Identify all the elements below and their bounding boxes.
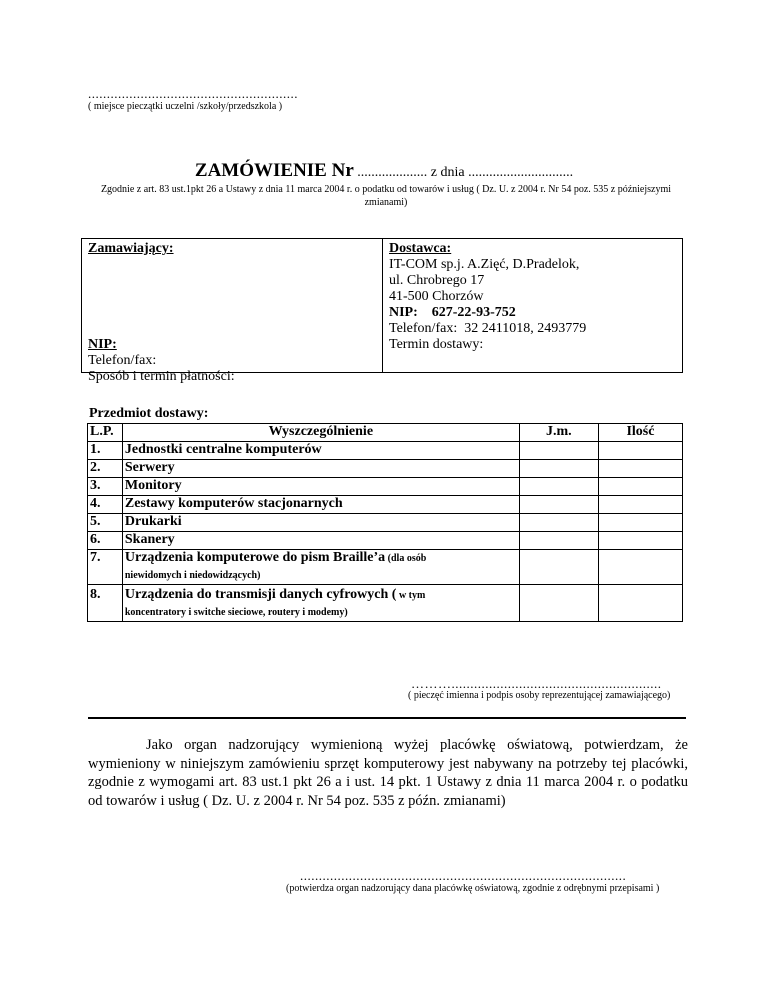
orderer-phone-label: Telefon/fax: bbox=[88, 353, 157, 368]
row-note-inline: (dla osób bbox=[385, 553, 427, 564]
row-description: Zestawy komputerów stacjonarnych bbox=[122, 496, 519, 514]
confirmation-text: Jako organ nadzorujący wymienioną wyżej placówkę oświatową, potwierdzam, że wymieniony w niniejszym zamówieniu sprzęt komputerowy jest nabywany na potrzeby tej placówki, zgodnie z wymogami art. 83 ust.1 pkt 26 a i ust. 14 pkt. 1 Ustawy z dnia 11 marca 2004 r. o podatku od towarów i usług ( Dz. U. z 2004 r. Nr 54 poz. 535 z późn. zmianami) bbox=[88, 737, 688, 809]
row-quantity-cell[interactable] bbox=[598, 585, 682, 622]
supplier-name: IT-COM sp.j. A.Zięć, D.Pradelok, bbox=[389, 257, 580, 272]
row-quantity-cell[interactable] bbox=[598, 460, 682, 478]
delivery-term-label: Termin dostawy: bbox=[389, 337, 484, 352]
row-quantity-cell[interactable] bbox=[598, 514, 682, 532]
supplier-city: 41-500 Chorzów bbox=[389, 289, 484, 304]
table-row bbox=[88, 585, 683, 622]
row-unit-cell[interactable] bbox=[519, 442, 598, 460]
row-unit-cell[interactable] bbox=[519, 585, 598, 622]
row-description bbox=[122, 550, 519, 585]
parties-box bbox=[81, 238, 683, 384]
row-quantity-cell[interactable] bbox=[598, 532, 682, 550]
row-quantity-cell[interactable] bbox=[598, 496, 682, 514]
row-lp: 7. bbox=[88, 550, 123, 585]
row-description bbox=[122, 585, 519, 622]
items-section-title: Przedmiot dostawy: bbox=[89, 406, 209, 421]
header-description: Wyszczególnienie bbox=[122, 424, 519, 442]
table-row bbox=[88, 496, 683, 514]
row-lp: 5. bbox=[88, 514, 123, 532]
row-lp: 6. bbox=[88, 532, 123, 550]
row-description: Monitory bbox=[122, 478, 519, 496]
table-header-row bbox=[88, 424, 683, 442]
row-unit-cell[interactable] bbox=[519, 550, 598, 585]
row-description-text: Urządzenia do transmisji danych cyfrowych ( bbox=[124, 587, 397, 602]
row-note-line: niewidomych i niedowidzących) bbox=[124, 570, 261, 581]
table-row bbox=[88, 442, 683, 460]
orderer-label: Zamawiający: bbox=[88, 241, 174, 256]
table-row bbox=[88, 514, 683, 532]
stamp-label: ( miejsce pieczątki uczelni /szkoły/przedszkola ) bbox=[88, 101, 283, 112]
row-lp: 4. bbox=[88, 496, 123, 514]
row-lp: 2. bbox=[88, 460, 123, 478]
row-description: Serwery bbox=[122, 460, 519, 478]
supplier-label: Dostawca: bbox=[389, 241, 452, 256]
row-quantity-cell[interactable] bbox=[598, 442, 682, 460]
legal-basis: Zgodnie z art. 83 ust.1pkt 26 a Ustawy z dnia 11 marca 2004 r. o podatku od towarów i usług ( Dz. U. z 2004 r. Nr 54 poz. 535 z późniejszymi zmianami) bbox=[100, 184, 672, 208]
stamp-dotted-line: ........................................................ bbox=[88, 86, 298, 101]
table-row bbox=[88, 460, 683, 478]
row-unit-cell[interactable] bbox=[519, 460, 598, 478]
row-note-line: koncentratory i switche sieciowe, routery i modemy) bbox=[124, 607, 348, 618]
header-unit: J.m. bbox=[519, 424, 598, 442]
row-description: Skanery bbox=[122, 532, 519, 550]
row-quantity-cell[interactable] bbox=[598, 550, 682, 585]
row-description-text: Urządzenia komputerowe do pism Braille’a bbox=[124, 550, 386, 565]
items-table bbox=[87, 423, 683, 622]
orderer-nip-label: NIP: bbox=[88, 337, 117, 352]
row-unit-cell[interactable] bbox=[519, 496, 598, 514]
table-row bbox=[88, 550, 683, 585]
row-lp: 8. bbox=[88, 585, 123, 622]
row-description: Drukarki bbox=[122, 514, 519, 532]
orderer-column bbox=[82, 239, 383, 384]
row-unit-cell[interactable] bbox=[519, 478, 598, 496]
header-quantity: Ilość bbox=[598, 424, 682, 442]
signature2-dotted-line: ....................................................................................... bbox=[300, 868, 627, 883]
order-title-main: ZAMÓWIENIE Nr bbox=[194, 160, 354, 181]
header-lp: L.P. bbox=[88, 424, 123, 442]
row-note-inline: w tym bbox=[396, 590, 426, 601]
row-lp: 3. bbox=[88, 478, 123, 496]
supplier-nip: NIP: 627-22-93-752 bbox=[389, 305, 516, 320]
row-quantity-cell[interactable] bbox=[598, 478, 682, 496]
table-row bbox=[88, 478, 683, 496]
table-row bbox=[88, 532, 683, 550]
row-lp: 1. bbox=[88, 442, 123, 460]
payment-terms-label: Sposób i termin płatności: bbox=[88, 369, 235, 384]
signature1-dotted-line: ………........................................................ bbox=[411, 676, 662, 691]
supplier-street: ul. Chrobrego 17 bbox=[389, 273, 485, 288]
order-title-fields: .................... z dnia .............................. bbox=[353, 165, 574, 180]
order-title bbox=[0, 160, 768, 182]
row-unit-cell[interactable] bbox=[519, 514, 598, 532]
signature1-label: ( pieczęć imienna i podpis osoby reprezentującej zamawiającego) bbox=[408, 690, 671, 701]
row-description: Jednostki centralne komputerów bbox=[122, 442, 519, 460]
divider bbox=[88, 717, 686, 719]
supplier-column bbox=[383, 239, 682, 372]
row-unit-cell[interactable] bbox=[519, 532, 598, 550]
supplier-phone: Telefon/fax: 32 2411018, 2493779 bbox=[389, 321, 587, 336]
signature2-label: (potwierdza organ nadzorujący dana placówkę oświatową, zgodnie z odrębnymi przepisami ) bbox=[286, 883, 660, 894]
